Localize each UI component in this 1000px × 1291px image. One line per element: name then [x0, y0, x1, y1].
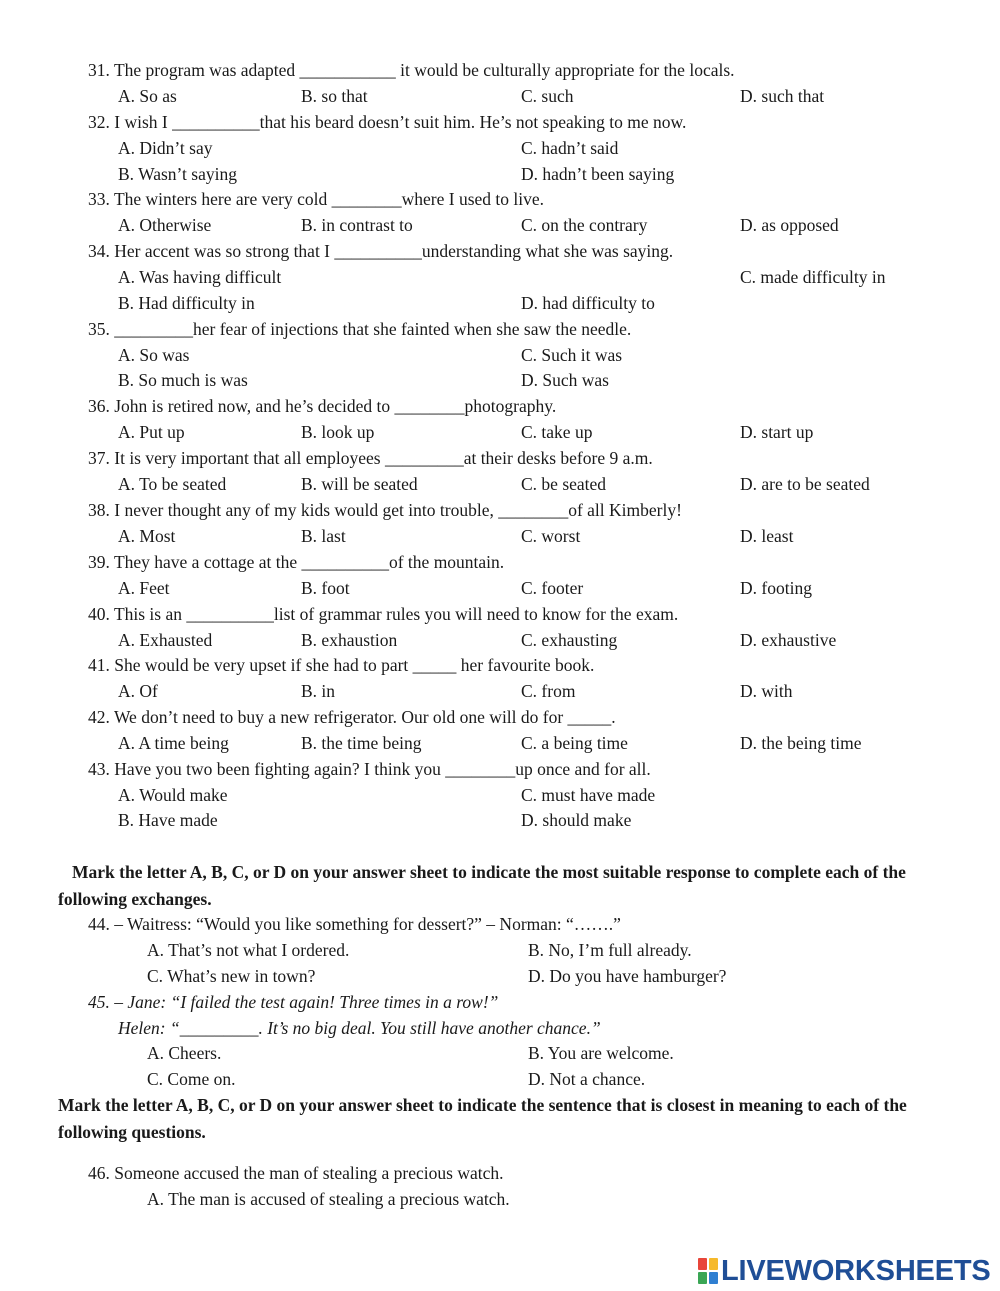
q40-option-a[interactable]: A. Exhausted	[118, 630, 213, 650]
q37-option-d[interactable]: D. are to be seated	[740, 474, 870, 494]
q32-stem: 32. I wish I __________that his beard doesn’t suit him. He’s not speaking to me now.	[88, 112, 687, 132]
q38-stem: 38. I never thought any of my kids would get into trouble, ________of all Kimberly!	[88, 500, 682, 520]
q36-stem: 36. John is retired now, and he’s decided to ________photography.	[88, 396, 557, 416]
q44-option-a[interactable]: A. That’s not what I ordered.	[147, 940, 350, 960]
q46-stem: 46. Someone accused the man of stealing a precious watch.	[88, 1163, 504, 1183]
q39-option-c[interactable]: C. footer	[521, 578, 584, 598]
q38-option-d[interactable]: D. least	[740, 526, 794, 546]
q40-stem: 40. This is an __________list of grammar rules you will need to know for the exam.	[88, 604, 679, 624]
q45-option-a[interactable]: A. Cheers.	[147, 1043, 222, 1063]
q34-stem: 34. Her accent was so strong that I __________understanding what she was saying.	[88, 241, 674, 261]
q42-stem: 42. We don’t need to buy a new refrigerator. Our old one will do for _____.	[88, 707, 616, 727]
q35-option-c[interactable]: C. Such it was	[521, 345, 623, 365]
q37-stem: 37. It is very important that all employees _________at their desks before 9 a.m.	[88, 448, 653, 468]
q33-option-d[interactable]: D. as opposed	[740, 215, 839, 235]
q31-option-b[interactable]: B. so that	[301, 86, 368, 106]
q45-option-d[interactable]: D. Not a chance.	[528, 1069, 646, 1089]
section-instruction-closest-meaning: Mark the letter A, B, C, or D on your answer sheet to indicate the sentence that is closest in meaning to each of the following questions.	[58, 1095, 907, 1142]
q41-option-d[interactable]: D. with	[740, 681, 793, 701]
q35-option-b[interactable]: B. So much is was	[118, 370, 248, 390]
q32-option-b[interactable]: B. Wasn’t saying	[118, 164, 237, 184]
q46-option-a[interactable]: A. The man is accused of stealing a precious watch.	[147, 1189, 510, 1209]
q40-option-d[interactable]: D. exhaustive	[740, 630, 837, 650]
q34-option-c[interactable]: C. made difficulty in	[740, 267, 886, 287]
q41-option-c[interactable]: C. from	[521, 681, 576, 701]
q33-option-b[interactable]: B. in contrast to	[301, 215, 413, 235]
q31-stem: 31. The program was adapted ___________ it would be culturally appropriate for the locals.	[88, 60, 735, 80]
q32-option-a[interactable]: A. Didn’t say	[118, 138, 213, 158]
logo-block	[709, 1258, 718, 1270]
q45-stem: 45. – Jane: “I failed the test again! Three times in a row!”	[88, 992, 499, 1012]
q43-option-a[interactable]: A. Would make	[118, 785, 228, 805]
q42-option-c[interactable]: C. a being time	[521, 733, 628, 753]
q40-option-c[interactable]: C. exhausting	[521, 630, 618, 650]
logo-block	[709, 1272, 718, 1284]
logo-block	[698, 1258, 707, 1270]
logo-wordmark: LIVEWORKSHEETS	[721, 1255, 991, 1287]
q39-option-b[interactable]: B. foot	[301, 578, 350, 598]
q32-option-d[interactable]: D. hadn’t been saying	[521, 164, 675, 184]
q38-option-b[interactable]: B. last	[301, 526, 346, 546]
q36-option-c[interactable]: C. take up	[521, 422, 593, 442]
q31-option-a[interactable]: A. So as	[118, 86, 177, 106]
q32-option-c[interactable]: C. hadn’t said	[521, 138, 619, 158]
logo-block	[698, 1272, 707, 1284]
q39-option-d[interactable]: D. footing	[740, 578, 812, 598]
q37-option-a[interactable]: A. To be seated	[118, 474, 227, 494]
q40-option-b[interactable]: B. exhaustion	[301, 630, 398, 650]
q33-option-a[interactable]: A. Otherwise	[118, 215, 212, 235]
q42-option-d[interactable]: D. the being time	[740, 733, 862, 753]
q45-option-b[interactable]: B. You are welcome.	[528, 1043, 674, 1063]
q34-option-a[interactable]: A. Was having difficult	[118, 267, 282, 287]
q41-option-b[interactable]: B. in	[301, 681, 336, 701]
q39-stem: 39. They have a cottage at the __________of the mountain.	[88, 552, 505, 572]
q38-option-c[interactable]: C. worst	[521, 526, 581, 546]
q43-option-d[interactable]: D. should make	[521, 810, 632, 830]
liveworksheets-logo	[698, 1257, 991, 1285]
q37-option-c[interactable]: C. be seated	[521, 474, 607, 494]
q43-option-b[interactable]: B. Have made	[118, 810, 218, 830]
q33-option-c[interactable]: C. on the contrary	[521, 215, 648, 235]
q41-stem: 41. She would be very upset if she had to part _____ her favourite book.	[88, 655, 595, 675]
q35-stem: 35. _________her fear of injections that she fainted when she saw the needle.	[88, 319, 632, 339]
q44-option-d[interactable]: D. Do you have hamburger?	[528, 966, 727, 986]
q43-stem: 43. Have you two been fighting again? I think you ________up once and for all.	[88, 759, 651, 779]
q45-dialogue: Helen: “_________. It’s no big deal. You still have another chance.”	[118, 1018, 601, 1038]
q33-stem: 33. The winters here are very cold ________where I used to live.	[88, 189, 544, 209]
q35-option-d[interactable]: D. Such was	[521, 370, 609, 390]
q43-option-c[interactable]: C. must have made	[521, 785, 656, 805]
q34-option-d[interactable]: D. had difficulty to	[521, 293, 655, 313]
q31-option-d[interactable]: D. such that	[740, 86, 825, 106]
q39-option-a[interactable]: A. Feet	[118, 578, 170, 598]
q42-option-a[interactable]: A. A time being	[118, 733, 229, 753]
q36-option-d[interactable]: D. start up	[740, 422, 814, 442]
q34-option-b[interactable]: B. Had difficulty in	[118, 293, 255, 313]
section-instruction-exchanges: Mark the letter A, B, C, or D on your answer sheet to indicate the most suitable response to complete each of the following exchanges.	[58, 862, 906, 909]
q37-option-b[interactable]: B. will be seated	[301, 474, 418, 494]
q44-stem: 44. – Waitress: “Would you like something for dessert?” – Norman: “…….”	[88, 914, 621, 934]
q45-option-c[interactable]: C. Come on.	[147, 1069, 236, 1089]
q42-option-b[interactable]: B. the time being	[301, 733, 422, 753]
q36-option-b[interactable]: B. look up	[301, 422, 375, 442]
logo-blocks-icon	[698, 1258, 718, 1284]
q44-option-c[interactable]: C. What’s new in town?	[147, 966, 316, 986]
q44-option-b[interactable]: B. No, I’m full already.	[528, 940, 692, 960]
q31-option-c[interactable]: C. such	[521, 86, 574, 106]
q41-option-a[interactable]: A. Of	[118, 681, 158, 701]
q35-option-a[interactable]: A. So was	[118, 345, 190, 365]
q36-option-a[interactable]: A. Put up	[118, 422, 185, 442]
q38-option-a[interactable]: A. Most	[118, 526, 176, 546]
